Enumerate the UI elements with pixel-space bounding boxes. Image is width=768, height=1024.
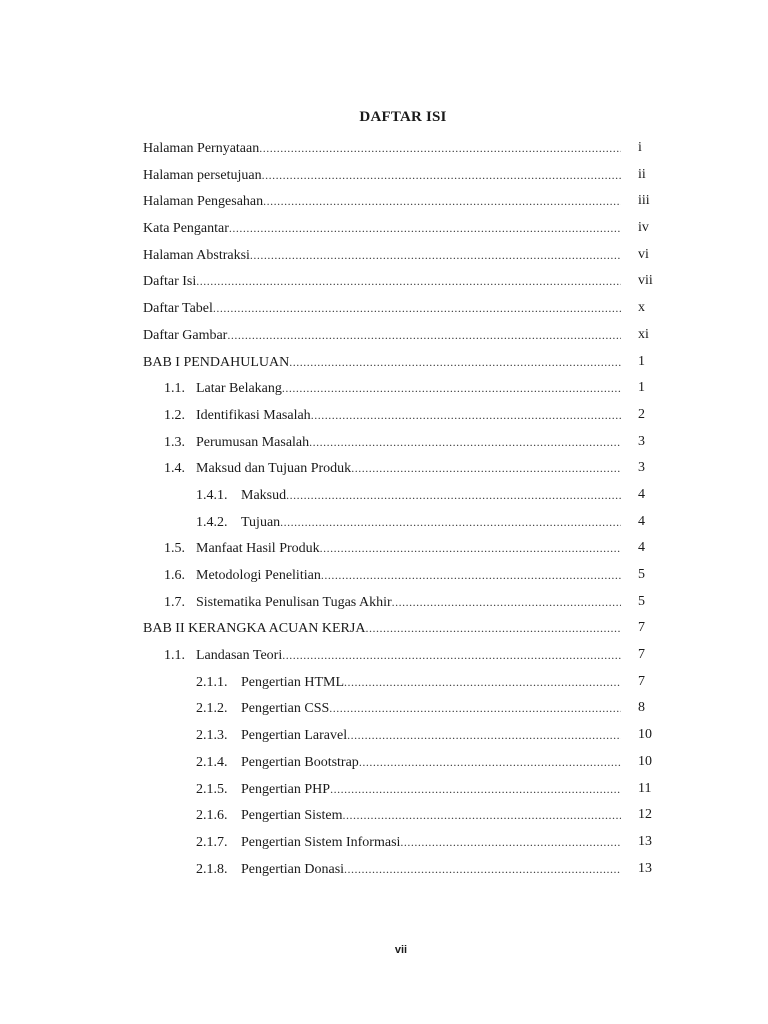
dot-leader <box>311 402 621 429</box>
toc-entry-page-number: iii <box>638 193 650 209</box>
toc-entry-page-number: 5 <box>638 593 645 609</box>
toc-entry-number: 1.2. <box>164 407 185 423</box>
toc-entry-number: 2.1.2. <box>196 701 228 717</box>
toc-entry-page-number: iv <box>638 220 649 236</box>
toc-entry-page-number: 1 <box>638 380 645 396</box>
dot-leader <box>392 589 621 616</box>
toc-entry-page-number: 4 <box>638 540 645 556</box>
dot-leader <box>282 375 621 402</box>
dot-leader <box>347 722 621 749</box>
toc-entry <box>0 669 768 696</box>
toc-entry-text <box>196 695 621 723</box>
toc-entry <box>0 242 768 269</box>
toc-entry-page-number: 7 <box>638 620 645 636</box>
toc-entry-text <box>164 455 621 483</box>
dot-leader <box>309 429 621 456</box>
dot-leader <box>329 695 621 722</box>
dot-leader <box>359 749 621 776</box>
toc-entry <box>0 135 768 162</box>
toc-entry <box>0 295 768 322</box>
toc-entry-page-number: 1 <box>638 353 645 369</box>
toc-entry <box>0 722 768 749</box>
toc-entry-label: Pengertian Donasi <box>241 861 345 877</box>
toc-entry-text <box>164 535 621 563</box>
toc-entry-label: Pengertian Sistem Informasi <box>241 834 401 850</box>
page-title: DAFTAR ISI <box>359 109 447 125</box>
toc-entry <box>0 749 768 776</box>
toc-entry-label: Manfaat Hasil Produk <box>196 541 320 557</box>
toc-entry-label: Pengertian Sistem <box>241 808 343 824</box>
toc-entry-number: 1.4. <box>164 461 185 477</box>
toc-entry-page-number: ii <box>638 166 646 182</box>
toc-entry-page-number: 13 <box>638 860 652 876</box>
toc-entry-number: 1.5. <box>164 541 185 557</box>
toc-entry <box>0 642 768 669</box>
toc-entry-page-number: 7 <box>638 673 645 689</box>
toc-entry <box>0 589 768 616</box>
toc-entry-text <box>143 162 621 190</box>
toc-entry-text <box>164 589 621 617</box>
dot-leader <box>250 242 621 269</box>
toc-entry-number: 2.1.5. <box>196 781 228 797</box>
toc-entry <box>0 322 768 349</box>
dot-leader <box>343 802 622 829</box>
toc-entry-label: Landasan Teori <box>196 648 283 664</box>
toc-entry-page-number: i <box>638 140 642 155</box>
toc-entry-page-number: xi <box>638 326 649 342</box>
toc-entry-label: BAB II KERANGKA ACUAN KERJA <box>143 621 366 637</box>
toc-entry-page-number: vii <box>638 273 653 289</box>
toc-entry-text <box>143 349 621 377</box>
toc-entry-label: Perumusan Masalah <box>196 434 310 450</box>
toc-entry <box>0 509 768 536</box>
toc-entry-number: 2.1.7. <box>196 834 228 850</box>
toc-entry-label: Halaman persetujuan <box>143 167 262 183</box>
page-number-footer: vii <box>394 944 408 956</box>
toc-entry-number: 1.4.1. <box>196 487 228 503</box>
toc-entry <box>0 215 768 242</box>
toc-entry-label: Halaman Pengesahan <box>143 194 264 210</box>
toc-entry <box>0 162 768 189</box>
toc-entry-text <box>164 375 621 403</box>
toc-entry-label: Maksud dan Tujuan Produk <box>196 461 352 477</box>
toc-entry-label: Daftar Gambar <box>143 327 228 343</box>
toc-entry-page-number: 12 <box>638 807 652 823</box>
toc-entry-page-number: 5 <box>638 567 645 582</box>
toc-entry-page-number: 2 <box>638 406 645 422</box>
toc-entry-text <box>196 776 621 804</box>
toc-entry-label: Pengertian Laravel <box>241 728 348 744</box>
toc-entry-text <box>196 829 621 857</box>
dot-leader <box>213 295 621 322</box>
toc-entry <box>0 375 768 402</box>
toc-entry <box>0 535 768 562</box>
toc-entry-label: Sistematika Penulisan Tugas Akhir <box>196 594 392 610</box>
toc-entry <box>0 349 768 376</box>
dot-leader <box>344 669 621 696</box>
toc-entry-page-number: vi <box>638 246 649 262</box>
toc-entry-number: 2.1.6. <box>196 808 228 824</box>
toc-entry-text <box>196 482 621 510</box>
toc-entry-page-number: 7 <box>638 647 645 663</box>
toc-entry-label: Pengertian CSS <box>241 701 330 717</box>
toc-entry-label: Maksud <box>241 487 287 503</box>
toc-entry-page-number: 3 <box>638 460 645 476</box>
toc-entry-label: Identifikasi Masalah <box>196 407 311 423</box>
toc-entry <box>0 776 768 803</box>
dot-leader <box>351 455 621 482</box>
toc-entry-page-number: 10 <box>638 727 652 743</box>
toc-entry <box>0 615 768 642</box>
dot-leader <box>263 188 621 215</box>
toc-entry-label: Daftar Isi <box>143 274 197 290</box>
toc-entry <box>0 268 768 295</box>
toc-entry-number: 2.1.3. <box>196 728 228 744</box>
toc-entry-text <box>143 135 621 163</box>
toc-entry-text <box>164 402 621 430</box>
toc-entry <box>0 856 768 883</box>
toc-entry-label: Daftar Tabel <box>143 301 213 317</box>
dot-leader <box>400 829 621 856</box>
toc-entry-number: 2.1.8. <box>196 861 228 877</box>
toc-entry-text <box>196 749 621 777</box>
toc-entry-label: BAB I PENDAHULUAN <box>143 354 290 370</box>
dot-leader <box>286 482 621 509</box>
toc-entry-page-number: 8 <box>638 700 645 716</box>
dot-leader <box>196 268 621 295</box>
toc-entry-text <box>164 562 621 590</box>
toc-entry-text <box>196 856 621 884</box>
toc-entry-page-number: 13 <box>638 833 652 849</box>
dot-leader <box>344 856 621 883</box>
toc-entry <box>0 562 768 589</box>
dot-leader <box>321 562 621 589</box>
dot-leader <box>229 215 621 242</box>
toc-entry-label: Metodologi Penelitian <box>196 568 321 583</box>
toc-entry-page-number: 4 <box>638 486 645 502</box>
toc-entry-text <box>164 429 621 457</box>
toc-entry-label: Pengertian Bootstrap <box>241 754 359 770</box>
toc-entry-label: Halaman Abstraksi <box>143 247 250 263</box>
dot-leader <box>289 349 621 376</box>
dot-leader <box>282 642 621 669</box>
toc-entry-text <box>143 215 621 243</box>
toc-entry-page-number: 10 <box>638 753 652 769</box>
toc-entry-label: Tujuan <box>241 514 281 530</box>
toc-entry-text <box>143 295 621 323</box>
table-of-contents <box>0 135 768 882</box>
toc-entry-number: 2.1.4. <box>196 754 228 770</box>
dot-leader <box>330 776 621 803</box>
dot-leader <box>227 322 621 349</box>
toc-entry-text <box>196 669 621 697</box>
toc-entry-page-number: 3 <box>638 433 645 449</box>
dot-leader <box>320 535 621 562</box>
toc-entry-number: 1.4.2. <box>196 514 228 530</box>
toc-entry-label: Pengertian PHP <box>241 781 331 797</box>
toc-entry-text <box>143 188 621 216</box>
toc-entry <box>0 829 768 856</box>
toc-entry-page-number: x <box>638 300 645 316</box>
toc-entry-text <box>143 322 621 350</box>
dot-leader <box>259 135 621 162</box>
toc-entry-text <box>196 722 621 750</box>
toc-entry-text <box>143 615 621 643</box>
toc-entry-text <box>196 509 621 537</box>
toc-entry <box>0 482 768 509</box>
toc-entry <box>0 402 768 429</box>
toc-entry-text <box>143 268 621 296</box>
dot-leader <box>365 615 621 642</box>
toc-entry-number: 1.1. <box>164 381 185 397</box>
toc-entry <box>0 429 768 456</box>
toc-entry <box>0 695 768 722</box>
toc-entry-page-number: 4 <box>638 513 645 529</box>
toc-entry <box>0 802 768 829</box>
toc-entry-text <box>143 242 621 270</box>
toc-entry-label: Halaman Pernyataan <box>143 141 260 156</box>
toc-entry-label: Kata Pengantar <box>143 221 229 237</box>
toc-entry-number: 1.3. <box>164 434 185 450</box>
toc-entry-number: 2.1.1. <box>196 674 228 690</box>
toc-entry-number: 1.6. <box>164 568 185 583</box>
toc-entry-page-number: 11 <box>638 780 652 796</box>
dot-leader <box>280 509 621 536</box>
dot-leader <box>262 162 621 189</box>
toc-entry-number: 1.7. <box>164 594 185 610</box>
toc-entry-label: Pengertian HTML <box>241 674 345 690</box>
toc-entry-text <box>196 802 621 830</box>
toc-entry-text <box>164 642 621 670</box>
toc-entry-number: 1.1. <box>164 648 185 664</box>
toc-entry-label: Latar Belakang <box>196 381 282 397</box>
toc-entry <box>0 455 768 482</box>
toc-entry <box>0 188 768 215</box>
